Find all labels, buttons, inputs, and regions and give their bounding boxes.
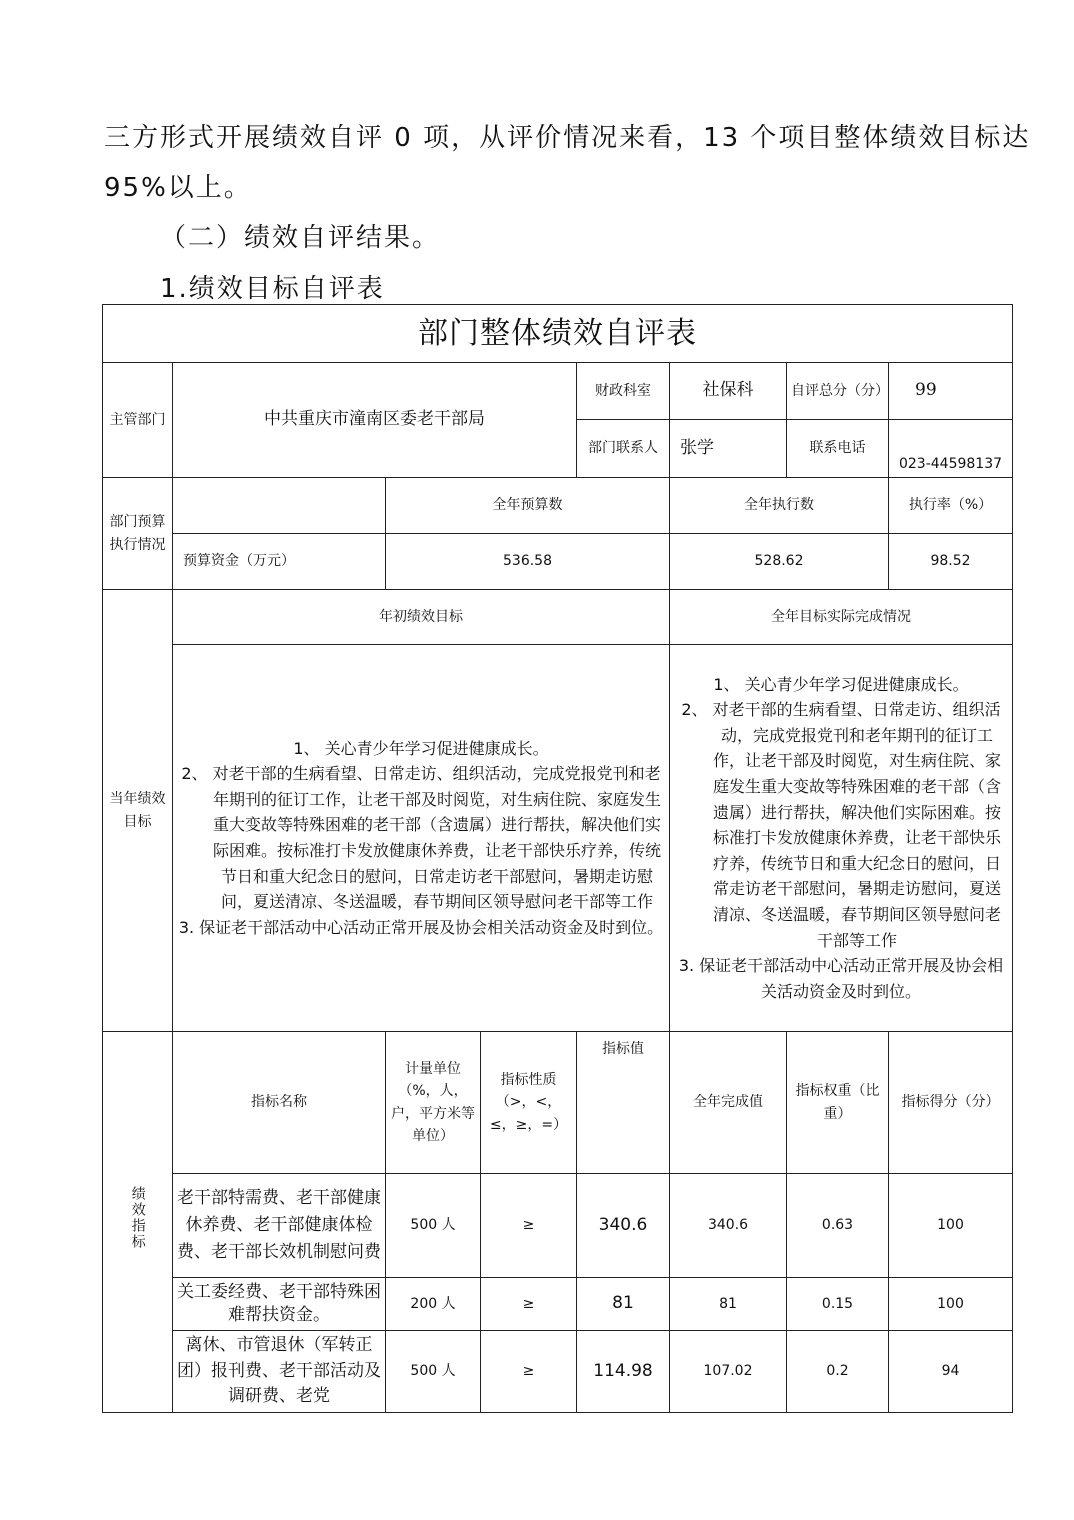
goal-actual-item: 2、 对老干部的生病看望、日常走访、组织活动，完成党报党刊和老年期刊的征订工作，让老干部及时阅览，对生病住院、家庭发生重大变故等特殊困难的老干部（含遗属）进行帮扶，解决他们实际困难。按标准打卡发放健康休养费，让老干部快乐疗养，传统节日和重大纪念日的慰问，日常走访老干部慰问，暑期走访慰问，夏送清凉、冬送温暖，春节期间区领导慰问老干部等工作 bbox=[681, 700, 1001, 950]
finance-office-value: 社保科 bbox=[670, 363, 787, 420]
indicator-score: 100 bbox=[889, 1174, 1013, 1278]
phone-value: 023-44598137 bbox=[889, 420, 1013, 478]
performance-table bbox=[102, 304, 1013, 1413]
goal-initial-item: 2、 对老干部的生病看望、日常走访、组织活动，完成党报党刊和老年期刊的征订工作，让老干部及时阅览，对生病住院、家庭发生重大变故等特殊困难的老干部（含遗属）进行帮扶，解决他们实际困难。按标准打卡发放健康休养费，让老干部快乐疗养，传统节日和重大纪念日的慰问，日常走访老干部慰问，暑期走访慰问，夏送清凉、冬送温暖，春节期间区领导慰问老干部等工作 bbox=[181, 764, 661, 912]
indicator-nature: ≥ bbox=[481, 1278, 577, 1331]
indicator-unit: 500 人 bbox=[386, 1331, 481, 1413]
indicator-actual: 340.6 bbox=[670, 1174, 787, 1278]
indicator-name: 离休、市管退休（军转正团）报刊费、老干部活动及调研费、老党 bbox=[173, 1331, 386, 1413]
indicator-weight: 0.63 bbox=[787, 1174, 889, 1278]
indicator-nature: ≥ bbox=[481, 1174, 577, 1278]
indicator-name: 关工委经费、老干部特殊困难帮扶资金。 bbox=[173, 1278, 386, 1331]
budget-rate-value: 98.52 bbox=[889, 534, 1013, 590]
indicator-target: 340.6 bbox=[577, 1174, 670, 1278]
indicator-unit: 500 人 bbox=[386, 1174, 481, 1278]
budget-section-label: 部门预算执行情况 bbox=[103, 478, 173, 590]
indicator-header-nature: 指标性质（>，<，≤，≥，=） bbox=[481, 1032, 577, 1174]
budget-header-executed: 全年执行数 bbox=[670, 478, 889, 534]
indicator-section-label: 绩效指标 bbox=[129, 1186, 146, 1251]
indicator-header-score: 指标得分（分） bbox=[889, 1032, 1013, 1174]
goal-initial-item: 3. 保证老干部活动中心活动正常开展及协会相关活动资金及时到位。 bbox=[178, 917, 664, 937]
finance-office-label: 财政科室 bbox=[577, 363, 670, 420]
goal-actual-text bbox=[670, 645, 1013, 1032]
subsection-heading: 1.绩效目标自评表 bbox=[160, 274, 385, 304]
goal-initial-text bbox=[173, 645, 670, 1032]
indicator-target: 114.98 bbox=[577, 1331, 670, 1413]
indicator-header-unit: 计量单位（%，人，户，平方米等单位） bbox=[386, 1032, 481, 1174]
budget-blank-cell bbox=[173, 478, 386, 534]
section-heading: （二）绩效自评结果。 bbox=[160, 223, 441, 253]
indicator-header-weight: 指标权重（比重） bbox=[787, 1032, 889, 1174]
budget-executed-value: 528.62 bbox=[670, 534, 889, 590]
dept-value: 中共重庆市潼南区委老干部局 bbox=[173, 363, 577, 478]
indicator-score: 100 bbox=[889, 1278, 1013, 1331]
budget-row-label: 预算资金（万元） bbox=[173, 534, 386, 590]
contact-value: 张学 bbox=[670, 420, 787, 478]
goal-header-initial: 年初绩效目标 bbox=[173, 590, 670, 645]
table-title: 部门整体绩效自评表 bbox=[103, 305, 1013, 363]
indicator-actual: 81 bbox=[670, 1278, 787, 1331]
indicator-header-name: 指标名称 bbox=[173, 1032, 386, 1174]
intro-line-1: 三方形式开展绩效自评 0 项，从评价情况来看，13 个项目整体绩效目标达 bbox=[104, 123, 1031, 153]
indicator-target: 81 bbox=[577, 1278, 670, 1331]
goal-section-label: 当年绩效目标 bbox=[103, 590, 173, 1032]
indicator-nature: ≥ bbox=[481, 1331, 577, 1413]
goal-actual-item: 3. 保证老干部活动中心活动正常开展及协会相关活动资金及时到位。 bbox=[678, 956, 1004, 1001]
intro-line-2: 95%以上。 bbox=[104, 173, 252, 203]
table-row bbox=[103, 1331, 1013, 1413]
goal-header-actual: 全年目标实际完成情况 bbox=[670, 590, 1013, 645]
contact-label: 部门联系人 bbox=[577, 420, 670, 478]
budget-header-rate: 执行率（%） bbox=[889, 478, 1013, 534]
indicator-weight: 0.2 bbox=[787, 1331, 889, 1413]
indicator-actual: 107.02 bbox=[670, 1331, 787, 1413]
indicator-weight: 0.15 bbox=[787, 1278, 889, 1331]
indicator-unit: 200 人 bbox=[386, 1278, 481, 1331]
table-row bbox=[103, 1174, 1013, 1278]
phone-label: 联系电话 bbox=[787, 420, 889, 478]
indicator-score: 94 bbox=[889, 1331, 1013, 1413]
table-row bbox=[103, 1278, 1013, 1331]
budget-annual-value: 536.58 bbox=[386, 534, 670, 590]
indicator-header-actual: 全年完成值 bbox=[670, 1032, 787, 1174]
dept-label: 主管部门 bbox=[103, 363, 173, 478]
goal-actual-item: 1、 关心青少年学习促进健康成长。 bbox=[713, 674, 969, 694]
score-value: 99 bbox=[889, 363, 1013, 420]
goal-initial-item: 1、 关心青少年学习促进健康成长。 bbox=[293, 738, 549, 758]
budget-header-annual: 全年预算数 bbox=[386, 478, 670, 534]
indicator-header-target: 指标值 bbox=[577, 1032, 670, 1174]
score-label: 自评总分（分） bbox=[787, 363, 889, 420]
indicator-section-cell bbox=[103, 1032, 173, 1413]
indicator-name: 老干部特需费、老干部健康休养费、老干部健康体检费、老干部长效机制慰问费 bbox=[173, 1174, 386, 1278]
